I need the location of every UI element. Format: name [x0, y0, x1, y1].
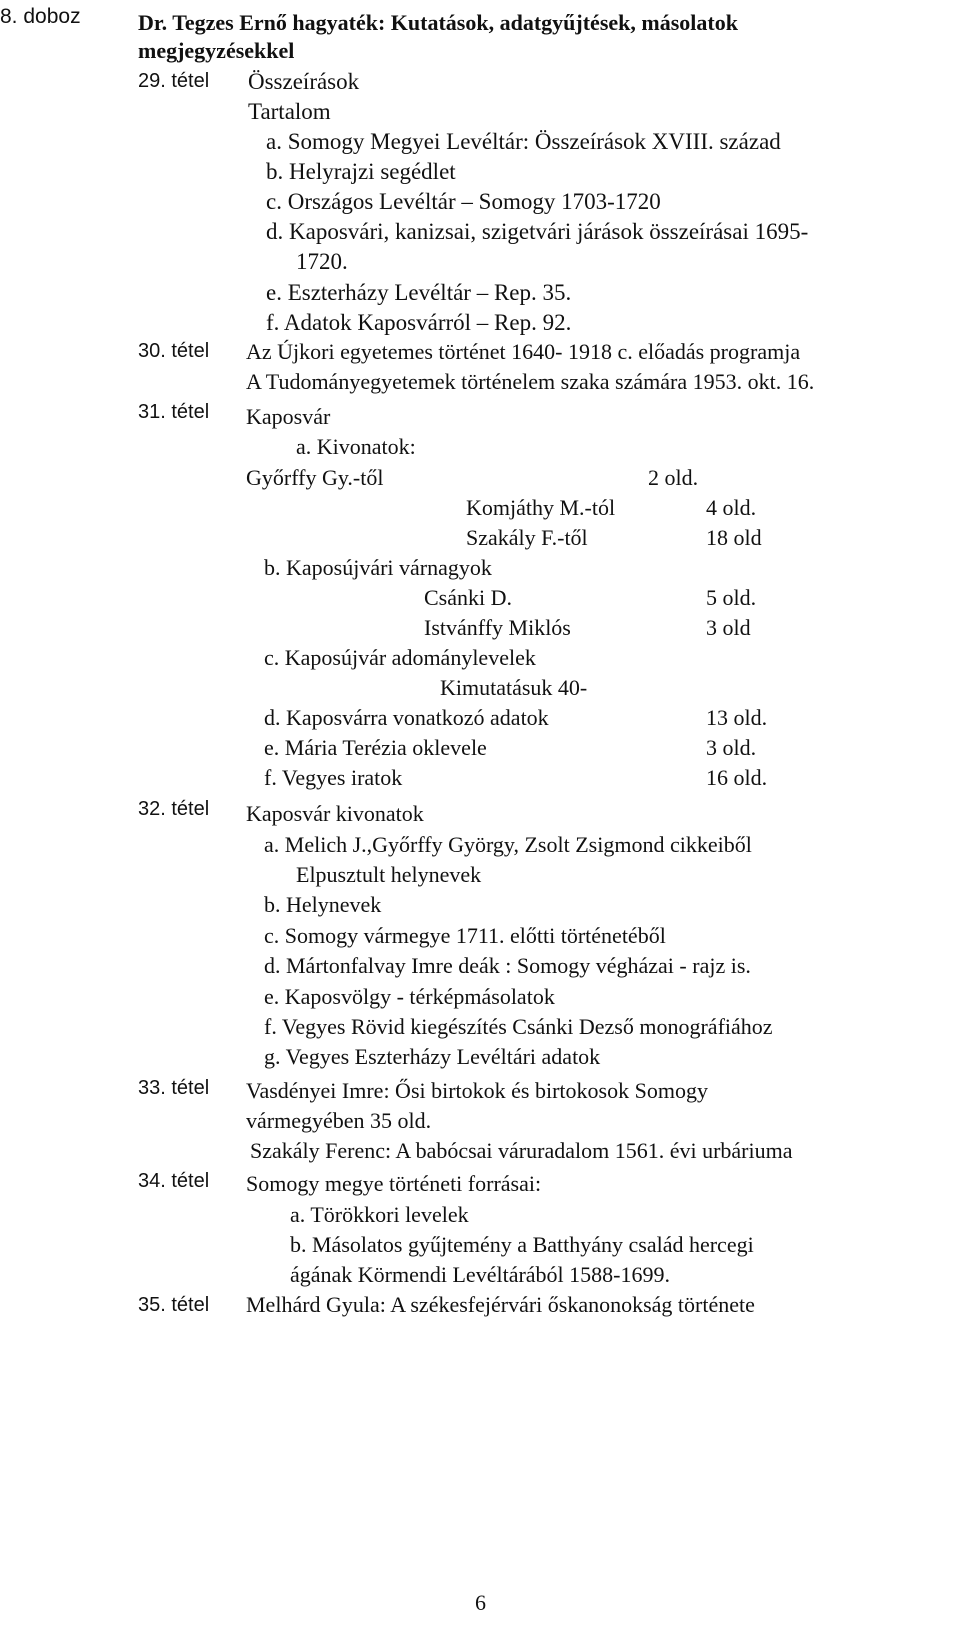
item-title-30: Az Újkori egyetemes történet 1640- 1918 c. előadás programja [246, 339, 801, 364]
list-item-sub: Kimutatásuk 40- [440, 675, 588, 700]
list-item: b. Helynevek [264, 892, 382, 917]
list-item: 1720. [296, 249, 348, 274]
list-item: d. Kaposvárra vonatkozó adatok [264, 705, 549, 730]
page-number: 6 [475, 1590, 486, 1615]
item-label-32: 32. tétel [138, 798, 210, 820]
heading-line-2: megjegyzésekkel [138, 38, 295, 63]
list-item: c. Országos Levéltár – Somogy 1703-1720 [266, 189, 661, 214]
item-title-35: Melhárd Gyula: A székesfejérvári őskanonokság története [246, 1292, 755, 1317]
extract-pages: 3 old. [706, 735, 757, 760]
list-item: e. Eszterházy Levéltár – Rep. 35. [266, 280, 572, 305]
list-item: g. Vegyes Eszterházy Levéltári adatok [264, 1044, 601, 1069]
list-item: c. Somogy vármegye 1711. előtti történetéből [264, 923, 666, 948]
item-label-33: 33. tétel [138, 1077, 210, 1099]
item-title-32: Kaposvár kivonatok [246, 801, 424, 826]
list-item: a. Törökkori levelek [290, 1202, 469, 1227]
list-item: b. Kaposújvári várnagyok [264, 555, 492, 580]
item-label-31: 31. tétel [138, 401, 210, 423]
list-item: c. Kaposújvár adománylevelek [264, 645, 536, 670]
list-item: a. Kivonatok: [296, 434, 416, 459]
list-item: e. Kaposvölgy - térképmásolatok [264, 984, 555, 1009]
extract-pages: 13 old. [706, 705, 768, 730]
item-title-31: Kaposvár [246, 404, 331, 429]
extract-author: Győrffy Gy.-től [246, 465, 384, 490]
extract-pages: 4 old. [706, 495, 757, 520]
item-title-29: Összeírások [248, 69, 360, 94]
list-item: f. Vegyes Rövid kiegészítés Csánki Dezső monográfiához [264, 1014, 773, 1039]
list-item: f. Vegyes iratok [264, 765, 403, 790]
item-line: vármegyében 35 old. [246, 1108, 432, 1133]
item-title-34: Somogy megye történeti forrásai: [246, 1171, 542, 1196]
item-sub-30: A Tudományegyetemek történelem szaka számára 1953. okt. 16. [246, 369, 815, 394]
extract-author: Szakály F.-től [466, 525, 588, 550]
list-item: a. Melich J.,Győrffy György, Zsolt Zsigmond cikkeiből [264, 832, 752, 857]
heading-line-1: Dr. Tegzes Ernő hagyaték: Kutatások, adatgyűjtések, másolatok [138, 10, 738, 35]
extract-author: Csánki D. [424, 585, 512, 610]
extract-pages: 2 old. [648, 465, 699, 490]
list-item: ágának Körmendi Levéltárából 1588-1699. [290, 1262, 670, 1287]
item-line: Szakály Ferenc: A babócsai váruradalom 1561. évi urbáriuma [250, 1138, 793, 1163]
item-label-34: 34. tétel [138, 1170, 210, 1192]
extract-author: Komjáthy M.-tól [466, 495, 616, 520]
list-item: b. Helyrajzi segédlet [266, 159, 456, 184]
list-item: a. Somogy Megyei Levéltár: Összeírások XVIII. század [266, 129, 781, 154]
list-item: b. Másolatos gyűjtemény a Batthyány család hercegi [290, 1232, 754, 1257]
list-item: f. Adatok Kaposvárról – Rep. 92. [266, 310, 572, 335]
list-item: e. Mária Terézia oklevele [264, 735, 487, 760]
extract-pages: 3 old [706, 615, 751, 640]
list-item: d. Mártonfalvay Imre deák : Somogy végházai - rajz is. [264, 953, 751, 978]
extract-pages: 16 old. [706, 765, 768, 790]
item-label-35: 35. tétel [138, 1294, 210, 1316]
extract-author: Istvánffy Miklós [424, 615, 571, 640]
list-item: Elpusztult helynevek [296, 862, 482, 887]
list-item: d. Kaposvári, kanizsai, szigetvári járások összeírásai 1695- [266, 219, 809, 244]
item-line: Vasdényei Imre: Ősi birtokok és birtokosok Somogy [246, 1078, 708, 1103]
extract-pages: 5 old. [706, 585, 757, 610]
item-label-30: 30. tétel [138, 340, 210, 362]
item-sub-29: Tartalom [248, 99, 331, 124]
item-label-29: 29. tétel [138, 70, 210, 92]
extract-pages: 18 old [706, 525, 762, 550]
box-label: 8. doboz [0, 5, 81, 28]
